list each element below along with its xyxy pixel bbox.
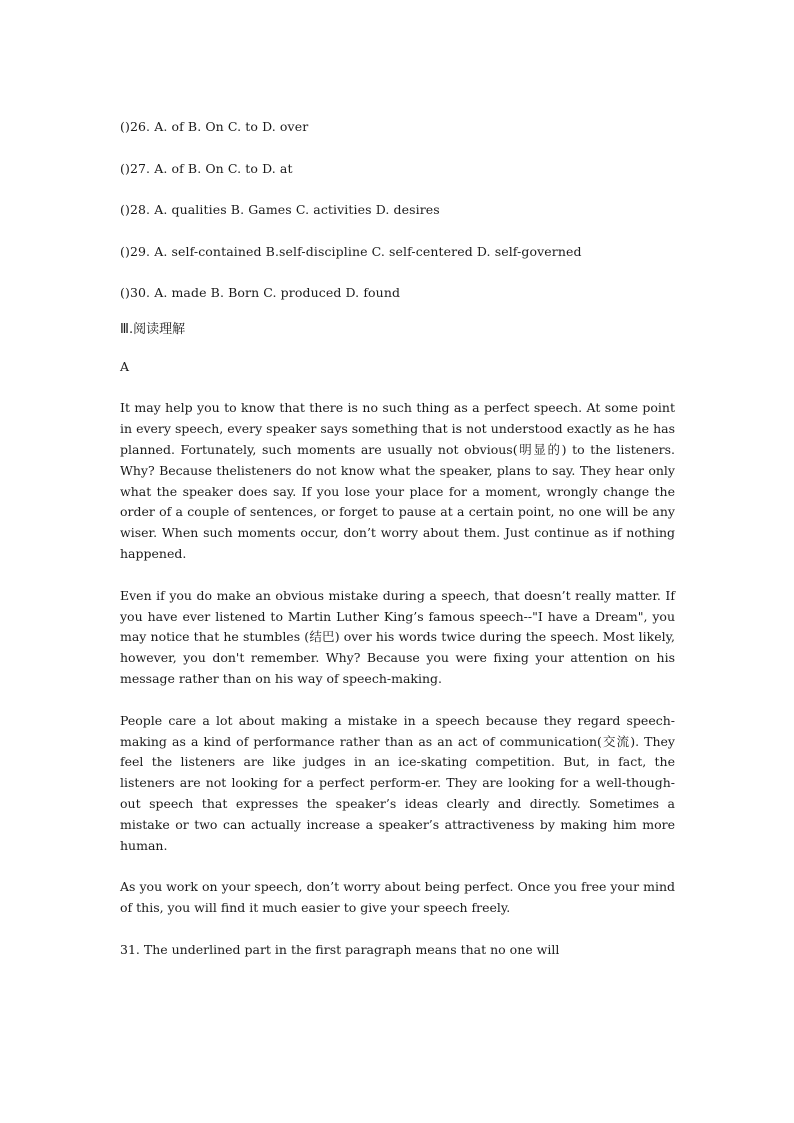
question-27: ()27. A. of B. On C. to D. at xyxy=(120,160,293,176)
question-26: ()26. A. of B. On C. to D. over xyxy=(120,119,309,134)
question-30: ()30. A. made B. Born C. produced D. found xyxy=(120,285,401,301)
document-page xyxy=(120,118,675,960)
question-28: ()28. A. qualities B. Games C. activities D. desires xyxy=(120,202,440,218)
paragraph-2: Even if you do make an obvious mistake during a speech, that doesn’t really matter. If you have ever listened to Martin Luther King’s famous speech--"I have a Dream", you may notice that he stumbles (结巴) over his words twice during the speech. Most likely, however, you don't remember. Why? Because you were fixing your attention on his message rather than on his way of speech-making. xyxy=(120,587,675,686)
paragraph-3: People care a lot about making a mistake in a speech because they regard speech-making as a kind of performance rather than as an act of communication(交流). They feel the listeners are like judges in an ice-skating competition. But, in fact, the listeners are not looking for a perfect perform-er. They are looking for a well-though-out speech that expresses the speaker’s ideas clearly and directly. Sometimes a mistake or two can actually increase a speaker’s attractiveness by making him more human. xyxy=(120,712,675,853)
paragraph-4: As you work on your speech, don’t worry about being perfect. Once you free your mind of this, you will find it much easier to give your speech freely. xyxy=(120,879,675,916)
question-31: 31. The underlined part in the first paragraph means that no one will xyxy=(120,941,560,957)
paragraph-1: It may help you to know that there is no such thing as a perfect speech. At some point in every speech, every speaker says something that is not understood exactly as he has planned. Fortunately, such moments are usually not obvious(明显的) to the listeners. Why? Because thelisteners do not know what the speaker, plans to say. They hear only what the speaker does say. If you lose your place for a moment, wrongly change the order of a couple of sentences, or forget to pause at a certain point, no one will be any wiser. When such moments occur, don’t worry about them. Just continue as if nothing happened. xyxy=(120,400,675,561)
question-29: ()29. A. self-contained B.self-discipline C. self-centered D. self-governed xyxy=(120,243,582,259)
passage-label: A xyxy=(120,359,130,375)
section-title: Ⅲ.阅读理解 xyxy=(120,322,186,338)
